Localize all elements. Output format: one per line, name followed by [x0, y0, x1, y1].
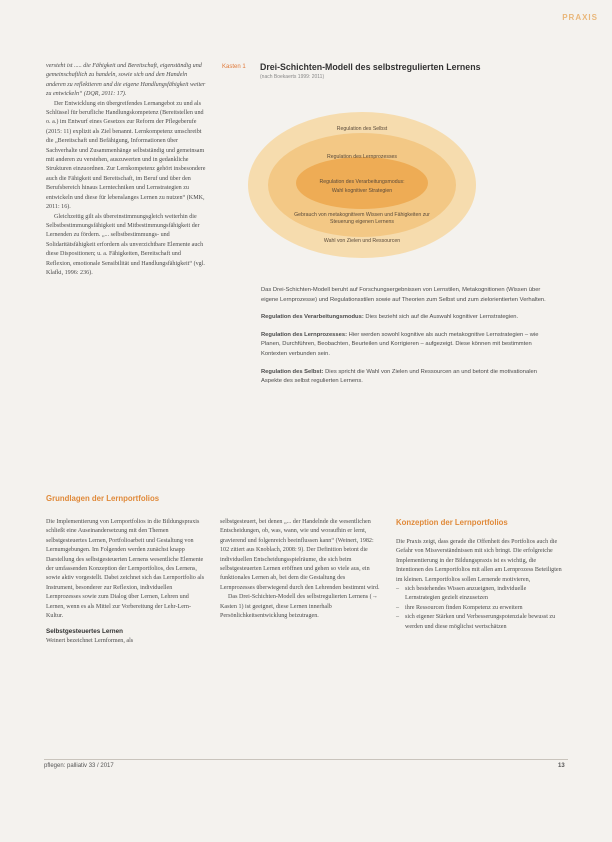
paragraph: versteht ist ..... die Fähigkeit und Bereitschaft, eigenständig und gemeinschaftlich zu handeln, sowie sich und den Handeln anderen zu reflektieren und die eigene Handlungsfähigkeit weiter zu entwickeln“ (DQR, 2011: 17). [46, 63, 206, 98]
paragraph: Weinert bezeichnet Lernformen, als [46, 637, 134, 644]
bullet-item: – sich bestehendes Wissen anzueignen, individuelle Lernstrategien gezielt einzusetzen [396, 585, 562, 604]
ring-label-metacognition: Gebrauch von metakognitivem Wissen und Fähigkeiten zur Steuerung eigenen Lernens [294, 212, 430, 225]
figure-title: Drei-Schichten-Modell des selbstregulierten Lernens [260, 62, 481, 72]
section-heading-konzeption: Konzeption der Lernportfolios [396, 518, 508, 527]
subsection-heading: Selbstgesteuertes Lernen [46, 628, 123, 636]
description-item-text: Hier werden sowohl kognitive als auch metakognitive Lernstrategien – wie Planen, Durchführen, Beobachten, Beurteilen und Korrigieren – aufgezeigt. Diese können mit bestimmten Kontexten verbunden sein. [261, 331, 539, 357]
footer-divider [44, 759, 568, 760]
left-column [46, 62, 206, 278]
description-item [261, 313, 559, 323]
paragraph: Das Drei-Schichten-Modell des selbstregulierten Lernens (→ Kasten 1) ist geeignet, diese Lernen innerhalb Persönlichkeitsentwicklung beizutragen. [220, 594, 378, 620]
journal-name: pflegen: palliativ 33 / 2017 [44, 763, 114, 769]
description-item [261, 331, 559, 360]
paragraph: Die Praxis zeigt, dass gerade die Offenheit des Portfolios auch die Gefahr von Missverständnissen mit sich bringt. Die erfolgreiche Implementierung in der Bildungspraxis ist es wichtig, die Intentionen des Lernportfolios mit allen am Lernprozess Beteiligten im kleinen. Lernportfolios sollen Lernende motivieren, [396, 539, 562, 583]
description-item-head: Regulation des Lernprozesses: [261, 331, 348, 338]
paragraph: Der Entwicklung ein übergreifendes Lernangebot zu und als Schlüssel für berufliche Handlungskompetenz (Bereitstellen und o. a.) im Entwurf eines Gesetzes zur Reform der Pflegeberufe (2015: 11) explizit als Ziel benannt. Lernkompetenz umschreibt die „Bereitschaft und Befähigung, Informationen über Sachverhalte und Zusammenhänge selbstständig und gemeinsam mit anderen zu verstehen, auszuwerten und in gedankliche Strukturen einzuordnen. Zur Lernkompetenz gehört insbesondere auch die Fähigkeit und Bereitschaft, im Beruf und über den Berufsbereich hinaus Lerntechniken und Lernstrategien zu entwickeln und diese für lebenslanges Lernen zu nutzen“ (KMK, 2011: 16). [46, 100, 206, 211]
bottom-column-3 [396, 538, 562, 632]
figure-label: Kasten 1 [222, 64, 246, 70]
ring-label-strategies: Wahl kognitiver Strategien [331, 188, 393, 194]
description-item-text: Dies spricht die Wahl von Zielen und Ressourcen an und betont die motivationalen Aspekte des selbst regulierten Lernens. [261, 368, 537, 385]
section-label: PRAXIS [562, 13, 598, 22]
page-number: 13 [558, 763, 565, 769]
description-intro: Das Drei-Schichten-Modell beruht auf Forschungsergebnissen von Lernstilen, Metakognitionen (Wissen über eigene Lernprozesse) und Regulationsstilen sowie auf Theorien zum Selbst und zum zielorientierten Verhalten. [261, 287, 546, 303]
paragraph: Gleichzeitig gilt als übereinstimmungsgleich weiterhin die Selbstbestimmungsfähigkeit und Mitbestimmungsfähigkeit der Lernenden zu fördern. „... selbstbestimmungs- und Solidaritätsfähigkeit erfordern als unverzichtbare Elemente auch diese Dispositionen; u. a. Fähigkeiten, Bereitschaft und Reflexion, emotionale Sensibilität und Handlungsfähigkeit“ (vgl. Klafki, 1996: 236). [46, 213, 205, 276]
paragraph: Die Implementierung von Lernportfolios in die Bildungspraxis schließt eine Auseinandersetzung mit den Themen selbstgesteuertes Lernen, Portfolioarbeit und Gestaltung von Lernumgebungen. Im Folgenden werden zunächst knapp Darstellung des selbstgesteuerten Lernens wesentliche Elemente der umfassenden Konzeption der Lernportfolios, des Lernens, sowie aktiv vorgestellt. Dabei zeichnet sich das Lernportfolio als Instrument, besonderer zur Reflexion, individuellen Lernprozesses sowie zum Dialog über Lernen, Lehren und Lernen, wenn es als Mittel zur Vorbereitung der Lehr-Lern-Kultur. [46, 519, 205, 620]
bullet-item: – sich eigener Stärken und Verbesserungspotenziale bewusst zu werden und diese möglichst wertschätzen [396, 613, 562, 632]
ring-label-mode: Regulation des Verarbeitungsmodus: [319, 179, 405, 185]
paragraph: selbstgesteuert, bei denen „... der Handelnde die wesentlichen Entscheidungen, ob, was, wann, wie und woraufhin er lernt, gravierend und folgenreich beeinflussen kann“ (Weinert, 1982: 102 zitiert aus Knoblach, 2008: 9). Der Definition betont die individuellen Entscheidungsspielräume, die sich beim selbstgesteuerten Lernen eröffnen und gehen so viele aus, ein funktionales Lernen ab, bei dem die Gestaltung des Lernprozesses überwiegend durch den Lehrenden bestimmt wird. [220, 519, 380, 591]
description-item-head: Regulation des Selbst: [261, 368, 324, 375]
figure-source: (nach Boekaerts 1999: 2011) [260, 74, 325, 80]
ring-label-self: Regulation des Selbst [336, 126, 388, 132]
three-layer-diagram [246, 110, 478, 260]
description-item-text: Dies bezieht sich auf die Auswahl kognitiver Lernstrategien. [365, 314, 519, 321]
section-heading-grundlagen: Grundlagen der Lernportfolios [46, 494, 160, 503]
description-item-head: Regulation des Verarbeitungsmodus: [261, 314, 364, 321]
ring-label-process: Regulation des Lernprozesses [326, 154, 398, 160]
bullet-item: – ihre Ressourcen finden Kompetenz zu erweitern [396, 604, 562, 613]
bottom-column-1 [46, 518, 206, 646]
bottom-column-2 [220, 518, 380, 621]
figure-description [261, 286, 559, 387]
ring-label-goals: Wahl von Zielen und Ressourcen [323, 238, 401, 244]
description-item [261, 368, 559, 387]
